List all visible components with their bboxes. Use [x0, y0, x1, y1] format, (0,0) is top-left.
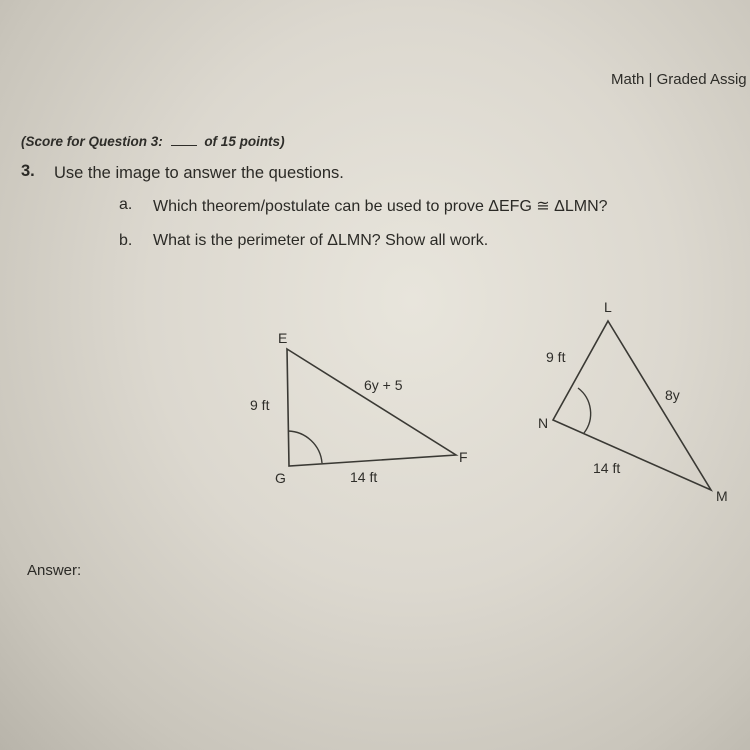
- side-gf-label: 14 ft: [350, 469, 378, 485]
- vertex-e-label: E: [278, 330, 288, 346]
- part-b-letter: b.: [119, 232, 133, 249]
- side-ef-label: 6y + 5: [364, 377, 403, 393]
- angle-n-arc: [578, 388, 591, 433]
- vertex-n-label: N: [538, 415, 549, 431]
- triangle-efg: [287, 349, 456, 466]
- side-lm-label: 8y: [665, 387, 680, 403]
- question-text: Use the image to answer the questions.: [54, 164, 344, 182]
- part-a-text: Which theorem/postulate can be used to prove ΔEFG ≅ ΔLMN?: [153, 198, 608, 215]
- side-eg-label: 9 ft: [250, 397, 270, 413]
- part-a-letter: a.: [119, 196, 133, 213]
- vertex-l-label: L: [604, 299, 612, 315]
- triangle-lmn: [553, 321, 711, 490]
- side-nm-label: 14 ft: [593, 460, 621, 476]
- score-suffix: of 15 points): [204, 134, 285, 149]
- question-number: 3.: [21, 162, 35, 180]
- angle-g-arc: [288, 431, 322, 463]
- answer-label: Answer:: [27, 562, 82, 579]
- part-b-text: What is the perimeter of ΔLMN? Show all work.: [153, 232, 489, 249]
- document-header-title: Math | Graded Assig: [611, 71, 747, 88]
- vertex-m-label: M: [716, 488, 728, 504]
- vertex-f-label: F: [459, 449, 468, 465]
- score-prefix: (Score for Question 3:: [21, 134, 163, 149]
- side-nl-label: 9 ft: [546, 349, 566, 365]
- vertex-g-label: G: [275, 470, 286, 486]
